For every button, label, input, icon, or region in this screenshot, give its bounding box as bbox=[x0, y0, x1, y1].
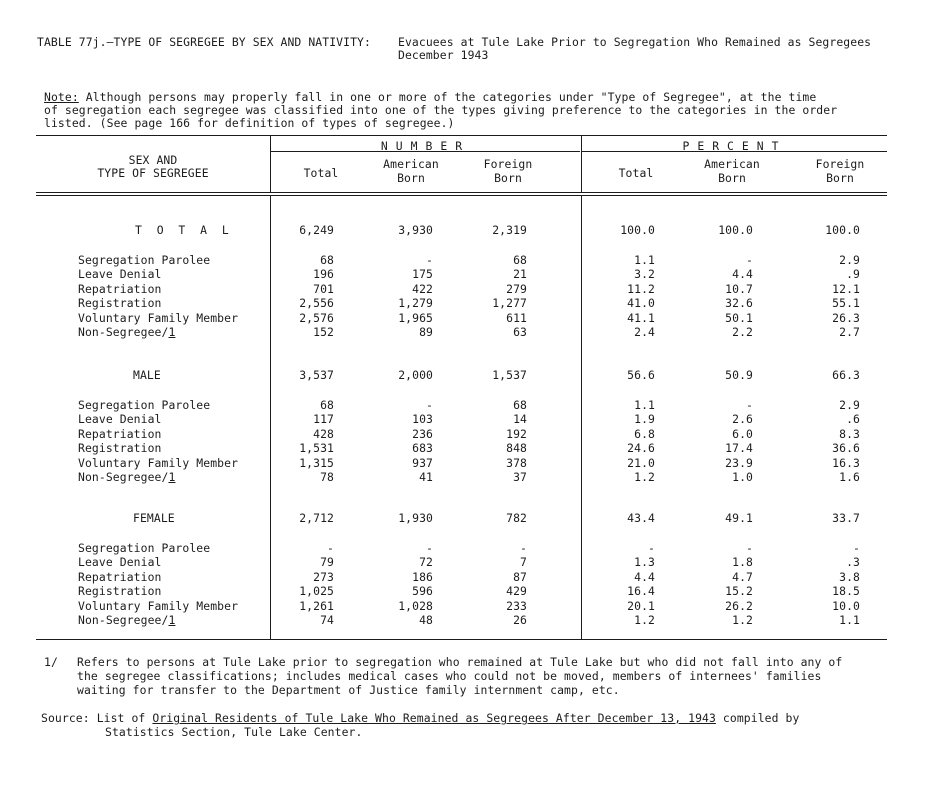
section-label: MALE bbox=[133, 368, 161, 382]
table-cell: 196 bbox=[313, 267, 334, 281]
table-cell: 68 bbox=[320, 253, 334, 267]
table-cell: 74 bbox=[320, 613, 334, 627]
table-subtitle: Evacuees at Tule Lake Prior to Segregation Who Remained as Segregees bbox=[398, 35, 872, 49]
section-total-cell: 782 bbox=[506, 511, 527, 525]
table-cell: 683 bbox=[412, 441, 433, 455]
table-cell: 1.1 bbox=[634, 253, 655, 267]
table-cell: 2,556 bbox=[299, 296, 334, 310]
section-total-cell: 3,930 bbox=[398, 223, 433, 237]
section-total-cell: 49.1 bbox=[725, 511, 753, 525]
footnote-line-2: the segregee classifications; includes medical cases who could not be moved, members of internees' families bbox=[77, 669, 822, 683]
table-cell: 152 bbox=[313, 325, 334, 339]
source-line-1: Source: List of Original Residents of Tule Lake Who Remained as Segregees After December 13, 1943 compiled by bbox=[41, 711, 800, 725]
table-cell: 41 bbox=[419, 470, 433, 484]
table-cell: 16.4 bbox=[627, 584, 655, 598]
table-cell: 279 bbox=[506, 282, 527, 296]
col-header-number-total: Total bbox=[303, 166, 339, 180]
table-cell: 16.3 bbox=[832, 456, 860, 470]
table-cell: 1.2 bbox=[732, 613, 753, 627]
table-cell: .9 bbox=[846, 267, 860, 281]
table-cell: 17.4 bbox=[725, 441, 753, 455]
table-cell: 37 bbox=[513, 470, 527, 484]
table-cell: 2.7 bbox=[839, 325, 860, 339]
section-label: T O T A L bbox=[135, 223, 233, 237]
table-cell: 611 bbox=[506, 311, 527, 325]
table-cell: 68 bbox=[513, 253, 527, 267]
table-date: December 1943 bbox=[398, 48, 489, 62]
table-cell: - bbox=[853, 541, 860, 555]
col-header-percent-foreign-1: Foreign bbox=[815, 157, 865, 171]
table-cell: 1.0 bbox=[732, 470, 753, 484]
table-cell: 1.1 bbox=[634, 398, 655, 412]
table-cell: 103 bbox=[412, 412, 433, 426]
row-label: Leave Denial bbox=[78, 555, 162, 569]
footnote-marker: 1/ bbox=[44, 655, 58, 669]
table-cell: - bbox=[426, 541, 433, 555]
row-label: Non-Segregee/1 bbox=[78, 325, 176, 339]
table-cell: 6.8 bbox=[634, 427, 655, 441]
table-cell: 429 bbox=[506, 584, 527, 598]
table-cell: 21 bbox=[513, 267, 527, 281]
row-label: Voluntary Family Member bbox=[78, 311, 239, 325]
col-header-percent-foreign-2: Born bbox=[826, 171, 854, 185]
section-total-cell: 2,712 bbox=[299, 511, 334, 525]
table-cell: 192 bbox=[506, 427, 527, 441]
table-cell: 41.0 bbox=[627, 296, 655, 310]
table-cell: 3.8 bbox=[839, 570, 860, 584]
table-cell: 186 bbox=[412, 570, 433, 584]
table-cell: 72 bbox=[419, 555, 433, 569]
table-cell: 1.3 bbox=[634, 555, 655, 569]
table-cell: 10.7 bbox=[725, 282, 753, 296]
table-cell: 1,279 bbox=[398, 296, 433, 310]
table-cell: 1,531 bbox=[299, 441, 334, 455]
table-cell: 1.6 bbox=[839, 470, 860, 484]
section-total-cell: 66.3 bbox=[832, 368, 860, 382]
table-cell: 4.7 bbox=[732, 570, 753, 584]
table-cell: 2.6 bbox=[732, 412, 753, 426]
footnote-line-1: Refers to persons at Tule Lake prior to segregation who remained at Tule Lake but who did not fall into any of bbox=[77, 655, 843, 669]
table-cell: 41.1 bbox=[627, 311, 655, 325]
table-cell: 1,028 bbox=[398, 599, 433, 613]
table-cell: .6 bbox=[846, 412, 860, 426]
footnote-line-3: waiting for transfer to the Department of Justice family internment camp, etc. bbox=[77, 683, 620, 697]
row-label: Registration bbox=[78, 296, 162, 310]
section-total-cell: 1,537 bbox=[492, 368, 527, 382]
table-cell: 68 bbox=[513, 398, 527, 412]
table-cell: 175 bbox=[412, 267, 433, 281]
col-header-percent-american-1: American bbox=[704, 157, 760, 171]
col-header-number-foreign-2: Born bbox=[494, 171, 522, 185]
table-bottom-rule bbox=[36, 639, 887, 640]
table-cell: 10.0 bbox=[832, 599, 860, 613]
table-cell: 2.9 bbox=[839, 253, 860, 267]
table-cell: 55.1 bbox=[832, 296, 860, 310]
table-cell: - bbox=[327, 541, 334, 555]
table-cell: 1,261 bbox=[299, 599, 334, 613]
table-cell: 4.4 bbox=[634, 570, 655, 584]
row-label: Segregation Parolee bbox=[78, 398, 211, 412]
table-cell: 1.8 bbox=[732, 555, 753, 569]
header-bottom-rule bbox=[36, 192, 887, 193]
row-label: Leave Denial bbox=[78, 267, 162, 281]
row-label: Registration bbox=[78, 584, 162, 598]
row-label: Repatriation bbox=[78, 570, 162, 584]
section-total-cell: 50.9 bbox=[725, 368, 753, 382]
table-cell: 428 bbox=[313, 427, 334, 441]
table-cell: 8.3 bbox=[839, 427, 860, 441]
table-title: TABLE 77j.—TYPE OF SEGREGEE BY SEX AND NATIVITY: bbox=[37, 35, 371, 49]
table-cell: 3.2 bbox=[634, 267, 655, 281]
table-cell: 18.5 bbox=[832, 584, 860, 598]
table-cell: .3 bbox=[846, 555, 860, 569]
table-cell: - bbox=[648, 541, 655, 555]
table-cell: 596 bbox=[412, 584, 433, 598]
col-header-number-american-2: Born bbox=[397, 171, 425, 185]
table-cell: 48 bbox=[419, 613, 433, 627]
table-cell: 32.6 bbox=[725, 296, 753, 310]
row-label: Segregation Parolee bbox=[78, 541, 211, 555]
table-cell: 1.2 bbox=[634, 613, 655, 627]
section-total-cell: 100.0 bbox=[825, 223, 860, 237]
note-line-3: listed. (See page 166 for definition of types of segregee.) bbox=[44, 116, 455, 130]
table-cell: - bbox=[746, 398, 753, 412]
table-cell: 848 bbox=[506, 441, 527, 455]
table-cell: - bbox=[746, 253, 753, 267]
table-cell: - bbox=[746, 541, 753, 555]
table-cell: 701 bbox=[313, 282, 334, 296]
table-cell: 26 bbox=[513, 613, 527, 627]
table-cell: 7 bbox=[520, 555, 527, 569]
row-label: Segregation Parolee bbox=[78, 253, 211, 267]
table-cell: 23.9 bbox=[725, 456, 753, 470]
table-cell: 2.2 bbox=[732, 325, 753, 339]
col-header-percent-american-2: Born bbox=[718, 171, 746, 185]
row-label: Voluntary Family Member bbox=[78, 599, 239, 613]
header-bottom-rule-2 bbox=[36, 195, 887, 196]
table-cell: 21.0 bbox=[627, 456, 655, 470]
section-total-cell: 100.0 bbox=[718, 223, 753, 237]
table-cell: 15.2 bbox=[725, 584, 753, 598]
table-cell: 78 bbox=[320, 470, 334, 484]
section-total-cell: 43.4 bbox=[627, 511, 655, 525]
table-cell: 89 bbox=[419, 325, 433, 339]
source-title: Original Residents of Tule Lake Who Remained as Segregees After December 13, 1943 bbox=[152, 711, 716, 725]
row-label: Repatriation bbox=[78, 282, 162, 296]
table-cell: 1.2 bbox=[634, 470, 655, 484]
table-cell: 236 bbox=[412, 427, 433, 441]
table-cell: - bbox=[426, 253, 433, 267]
table-cell: 36.6 bbox=[832, 441, 860, 455]
table-cell: 79 bbox=[320, 555, 334, 569]
table-cell: 63 bbox=[513, 325, 527, 339]
table-cell: - bbox=[426, 398, 433, 412]
table-cell: 20.1 bbox=[627, 599, 655, 613]
row-label: Voluntary Family Member bbox=[78, 456, 239, 470]
table-cell: 937 bbox=[412, 456, 433, 470]
section-total-cell: 100.0 bbox=[620, 223, 655, 237]
section-total-cell: 6,249 bbox=[299, 223, 334, 237]
table-cell: 378 bbox=[506, 456, 527, 470]
percent-group-header: PERCENT bbox=[682, 139, 787, 153]
col-header-number-american-1: American bbox=[383, 157, 439, 171]
table-cell: 50.1 bbox=[725, 311, 753, 325]
col-header-percent-total: Total bbox=[618, 166, 654, 180]
table-cell: 12.1 bbox=[832, 282, 860, 296]
section-total-cell: 56.6 bbox=[627, 368, 655, 382]
section-total-cell: 2,000 bbox=[398, 368, 433, 382]
section-total-cell: 3,537 bbox=[299, 368, 334, 382]
section-total-cell: 2,319 bbox=[492, 223, 527, 237]
col-header-number-foreign-1: Foreign bbox=[483, 157, 533, 171]
table-cell: 24.6 bbox=[627, 441, 655, 455]
table-cell: 1.9 bbox=[634, 412, 655, 426]
table-cell: 233 bbox=[506, 599, 527, 613]
table-cell: 1,025 bbox=[299, 584, 334, 598]
table-cell: 2.9 bbox=[839, 398, 860, 412]
table-cell: 11.2 bbox=[627, 282, 655, 296]
table-cell: - bbox=[520, 541, 527, 555]
stub-header-line-2: TYPE OF SEGREGEE bbox=[97, 166, 209, 180]
table-cell: 68 bbox=[320, 398, 334, 412]
table-cell: 26.2 bbox=[725, 599, 753, 613]
table-cell: 422 bbox=[412, 282, 433, 296]
row-label: Registration bbox=[78, 441, 162, 455]
table-cell: 117 bbox=[313, 412, 334, 426]
table-cell: 1,277 bbox=[492, 296, 527, 310]
number-group-header: NUMBER bbox=[380, 139, 471, 153]
table-cell: 1,315 bbox=[299, 456, 334, 470]
note-label: Note: bbox=[44, 90, 79, 104]
row-label: Leave Denial bbox=[78, 412, 162, 426]
table-cell: 14 bbox=[513, 412, 527, 426]
section-total-cell: 1,930 bbox=[398, 511, 433, 525]
table-cell: 26.3 bbox=[832, 311, 860, 325]
source-label: Source: bbox=[41, 711, 90, 725]
stub-header-line-1: SEX AND bbox=[128, 153, 178, 167]
note-line-1: Note: Although persons may properly fall in one or more of the categories under "Type of Segregee", at the time bbox=[44, 90, 817, 104]
source-line-2: Statistics Section, Tule Lake Center. bbox=[105, 725, 363, 739]
section-label: FEMALE bbox=[133, 511, 175, 525]
row-label: Non-Segregee/1 bbox=[78, 470, 176, 484]
table-cell: 87 bbox=[513, 570, 527, 584]
note-line-2: of segregation each segregee was classified into one of the types giving preference to the categories in the order bbox=[44, 103, 838, 117]
table-top-rule bbox=[36, 135, 887, 136]
table-cell: 2.4 bbox=[634, 325, 655, 339]
table-cell: 2,576 bbox=[299, 311, 334, 325]
row-label: Repatriation bbox=[78, 427, 162, 441]
table-cell: 273 bbox=[313, 570, 334, 584]
row-label: Non-Segregee/1 bbox=[78, 613, 176, 627]
table-cell: 1,965 bbox=[398, 311, 433, 325]
table-cell: 1.1 bbox=[839, 613, 860, 627]
table-cell: 6.0 bbox=[732, 427, 753, 441]
section-total-cell: 33.7 bbox=[832, 511, 860, 525]
table-cell: 4.4 bbox=[732, 267, 753, 281]
